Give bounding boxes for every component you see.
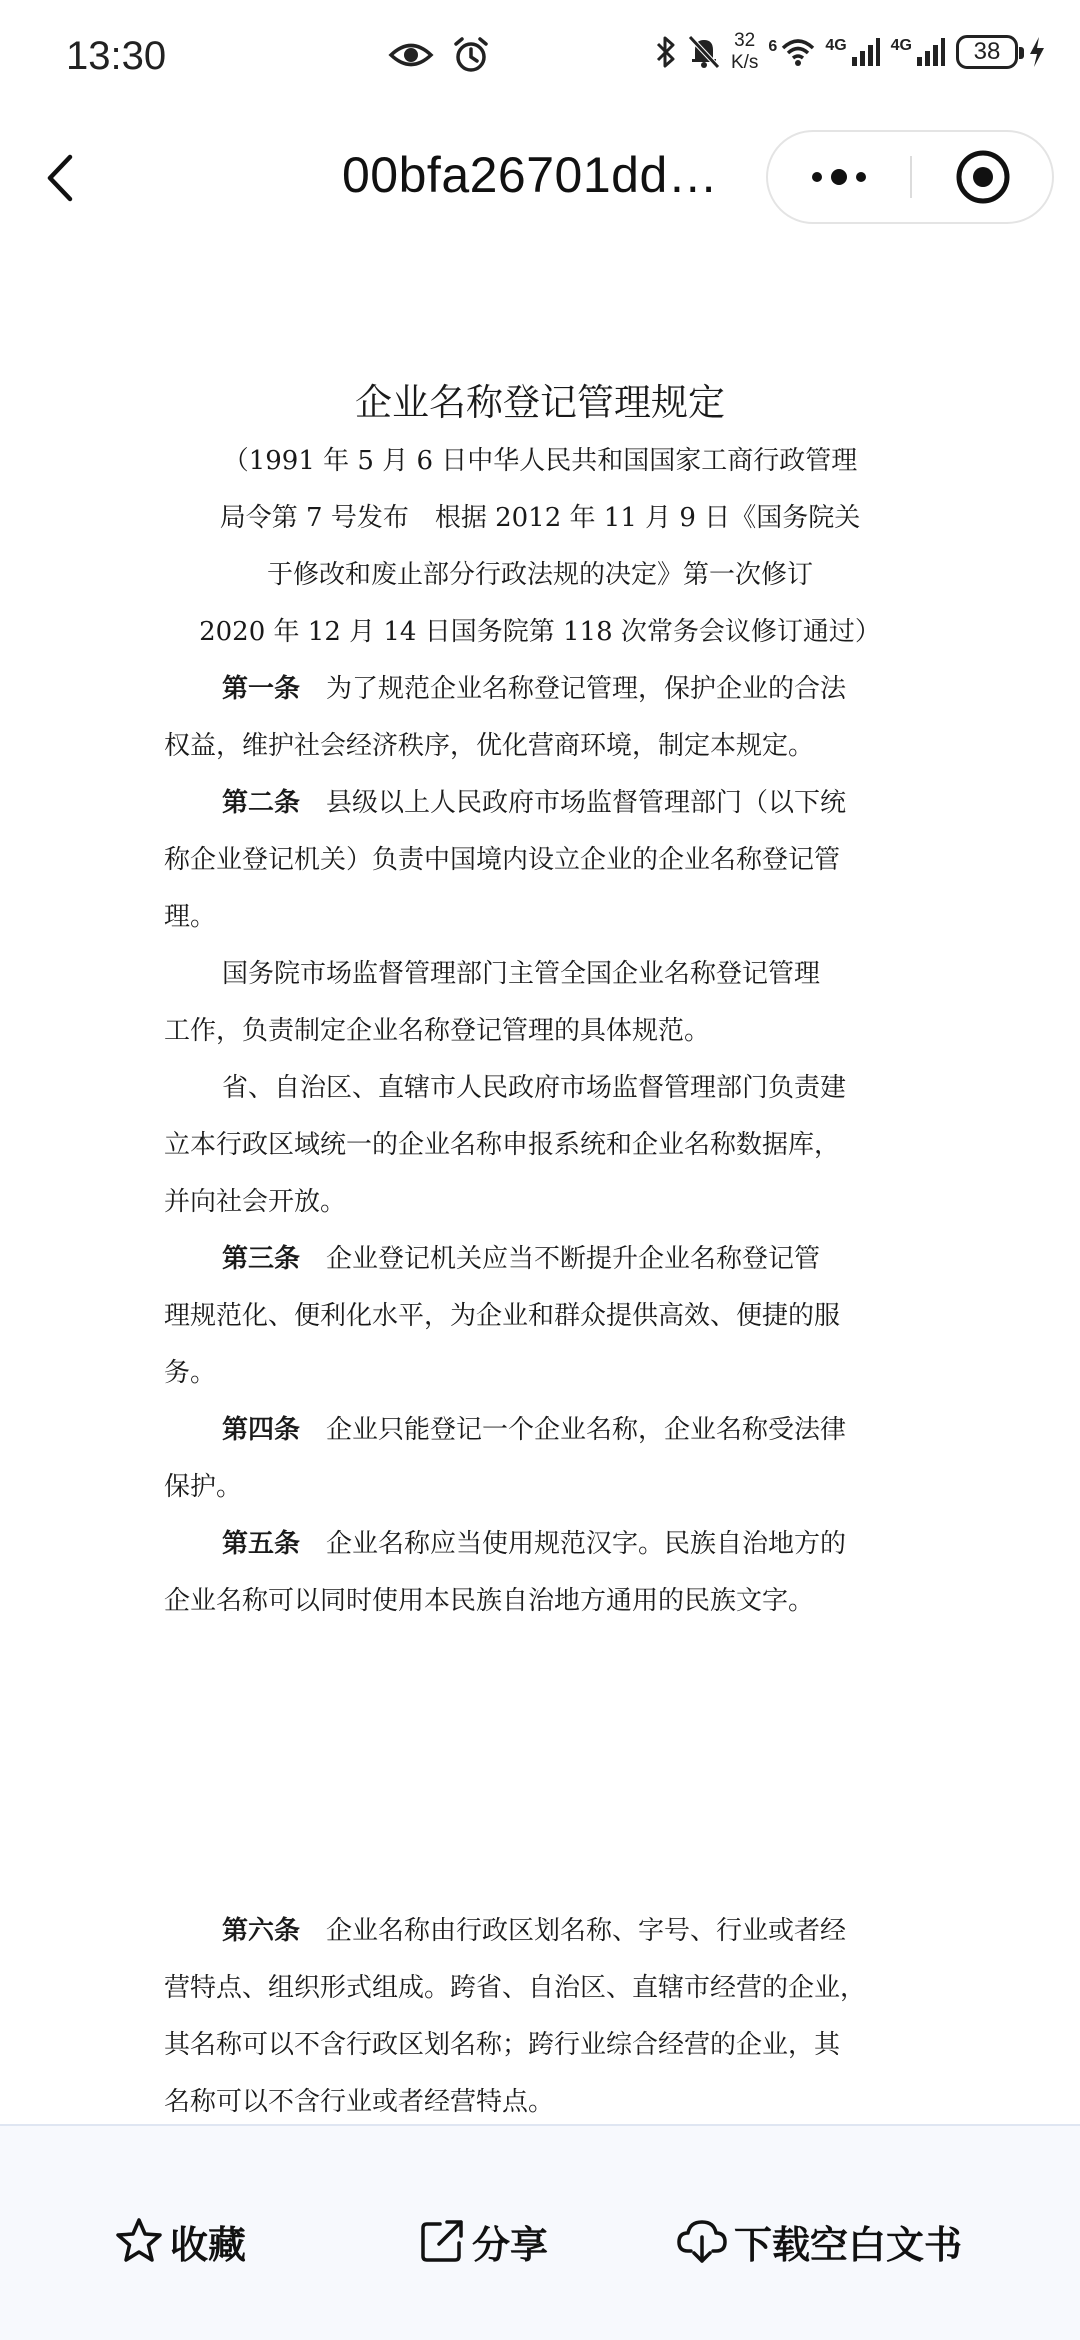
star-icon [114,2216,164,2266]
article-1-line: 权益，维护社会经济秩序，优化营商环境，制定本规定。 [164,731,815,761]
article-2-line: 称企业登记机关）负责中国境内设立企业的企业名称登记管 [164,845,841,875]
subtitle-line: （1991 年 5 月 6 日中华人民共和国国家工商行政管理 [222,446,858,476]
article-2-para-3: 立本行政区域统一的企业名称申报系统和企业名称数据库， [164,1130,841,1160]
article-3-text: 企业登记机关应当不断提升企业名称登记管 [326,1244,821,1274]
article-2-title: 第二条 [222,788,301,818]
more-button[interactable] [768,132,910,222]
signal-indicator-1 [825,37,880,67]
signal1-label: 4G [825,37,847,54]
article-2-para-2: 国务院市场监督管理部门主管全国企业名称登记管理 [222,959,821,989]
article-6-line: 营特点、组织形式组成。跨省、自治区、直辖市经营的企业， [164,1973,867,2003]
share-icon [418,2217,466,2265]
close-miniprogram-button[interactable] [912,132,1054,222]
article-4-text: 企业只能登记一个企业名称，企业名称受法律 [326,1415,847,1445]
subtitle-line: 于修改和废止部分行政法规的决定》第一次修订 [266,560,813,590]
speed-value: 32 [734,30,756,51]
favorite-button[interactable] [114,2206,246,2276]
download-template-button[interactable] [676,2206,962,2276]
article-3-title: 第三条 [222,1244,301,1274]
cloud-download-icon [676,2217,728,2265]
network-speed [731,30,758,74]
close-miniprogram-icon [955,149,1011,205]
wifi-indicator [768,38,815,66]
article-2-text: 县级以上人民政府市场监督管理部门（以下统 [326,788,847,818]
article-2-para-3: 并向社会开放。 [164,1187,347,1217]
article-6-line: 其名称可以不含行政区划名称；跨行业综合经营的企业，其 [164,2030,841,2060]
article-3-line: 务。 [164,1358,217,1388]
article-4-title: 第四条 [222,1415,301,1445]
share-label: 分享 [472,2222,549,2267]
signal2-label: 4G [890,37,912,54]
subtitle-line: 局令第 7 号发布 根据 2012 年 11 月 9 日《国务院关 [219,503,861,533]
article-4-line: 保护。 [164,1472,243,1502]
signal-indicator-2 [891,37,946,67]
wifi-icon [781,38,815,66]
article-5-title: 第五条 [222,1529,301,1559]
more-icon [808,167,870,187]
article-1-text: 为了规范企业名称登记管理，保护企业的合法 [326,674,847,704]
article-2-line: 理。 [164,902,217,932]
battery-level: 38 [973,38,1001,65]
document-title: 企业名称登记管理规定 [355,381,725,424]
article-6-line [222,1910,846,1947]
back-icon [45,154,75,202]
subtitle-line: 2020 年 12 月 14 日国务院第 118 次常务会议修订通过） [199,617,881,647]
eye-icon [388,40,434,70]
favorite-label: 收藏 [170,2222,247,2267]
article-2-line [222,782,846,819]
battery-indicator [956,35,1018,69]
status-right-icons [655,30,1046,74]
article-6-title: 第六条 [222,1916,301,1946]
bottom-action-bar [0,2124,1080,2340]
article-6-text: 企业名称由行政区划名称、字号、行业或者经 [326,1916,847,1946]
wifi-label: 6 [768,38,778,55]
signal-icon [916,37,946,67]
status-center-icons [388,36,490,74]
miniprogram-capsule [766,130,1054,224]
status-bar [0,0,1080,120]
article-3-line [222,1238,820,1275]
share-button[interactable] [418,2206,548,2276]
charging-icon [1028,36,1046,68]
status-time: 13:30 [66,34,167,78]
article-1-title: 第一条 [222,674,301,704]
article-5-text: 企业名称应当使用规范汉字。民族自治地方的 [326,1529,847,1559]
download-label: 下载空白文书 [734,2222,963,2267]
signal-icon [851,37,881,67]
article-4-line [222,1409,846,1446]
mute-icon [687,34,721,70]
bluetooth-icon [655,35,677,69]
article-2-para-3: 省、自治区、直辖市人民政府市场监督管理部门负责建 [222,1073,847,1103]
article-6-line: 名称可以不含行业或者经营特点。 [164,2087,555,2117]
article-1-line [222,668,846,705]
article-5-line: 企业名称可以同时使用本民族自治地方通用的民族文字。 [164,1586,815,1616]
article-3-line: 理规范化、便利化水平，为企业和群众提供高效、便捷的服 [164,1301,841,1331]
article-5-line [222,1523,846,1560]
page-title: 00bfa26701dd… [342,147,719,203]
speed-unit: K/s [730,52,759,73]
nav-bar [0,126,1080,230]
article-2-para-2: 工作，负责制定企业名称登记管理的具体规范。 [164,1016,711,1046]
alarm-icon [452,36,490,74]
back-button[interactable] [30,144,90,212]
